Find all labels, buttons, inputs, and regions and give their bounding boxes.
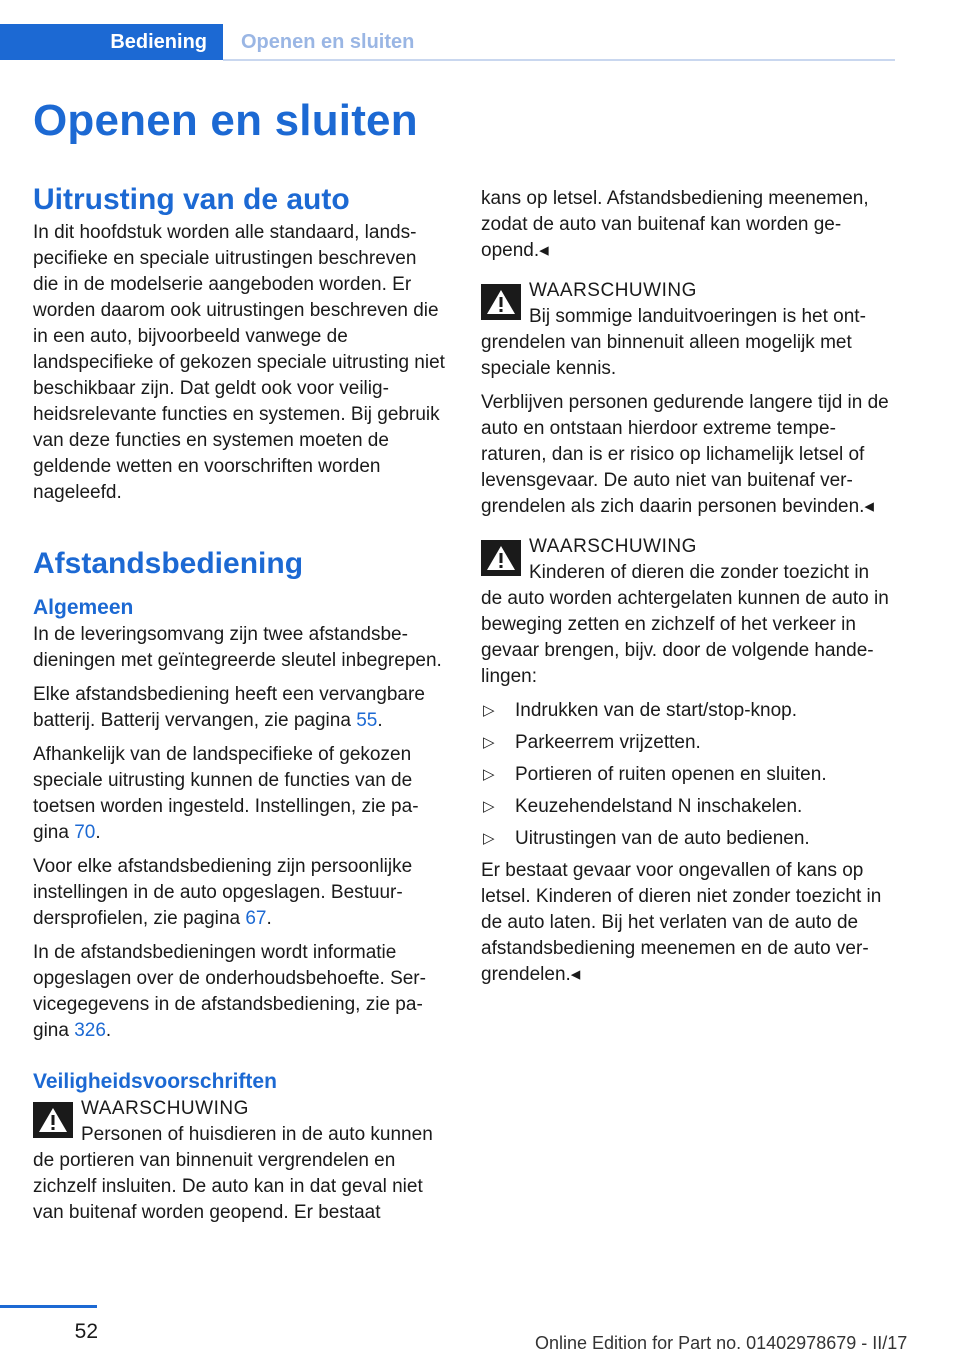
left-column (33, 180, 445, 1226)
paragraph-closing: Er bestaat gevaar voor ongevallen of kans op letsel. Kinderen of dieren niet zonder toezicht in de auto laten. Bij het verlaten van de auto de afstandsbediening meenemen en de auto vergrendelen.◂ (481, 860, 882, 985)
list-item: ▷ Parkeerrem vrijzetten. (481, 730, 894, 756)
warning-text: Personen of huisdieren in de auto kunnen de portieren van binnenuit vergrendelen en zichzelf insluiten. De auto kan in dat geval niet van buitenaf worden geopend. Er bestaat (33, 1124, 433, 1223)
page-title: Openen en sluiten (33, 96, 418, 145)
warning-text: Bij sommige landuitvoeringen is het ontgrendelen van binnenuit alleen mogelijk met speciale kennis. (481, 306, 866, 379)
warning-label: WAARSCHUWING (529, 536, 697, 557)
paragraph-instellingen: Afhankelijk van de landspecifieke of gekozen speciale uitrusting kunnen de functies van de toetsen worden ingesteld. Instellingen, zie pagina 70. (33, 744, 419, 843)
list-item: ▷ Indrukken van de start/stop-knop. (481, 698, 894, 724)
triangle-right-icon: ▷ (483, 830, 495, 847)
paragraph-continued: kans op letsel. Afstandsbediening meenemen, zodat de auto van buitenaf kan worden geopend.◂ (481, 188, 869, 261)
triangle-right-icon: ▷ (483, 734, 495, 751)
footer-rule (0, 1305, 97, 1308)
heading-algemeen: Algemeen (33, 596, 134, 619)
paragraph-onderhoud: In de afstandsbedieningen wordt informatie opgeslagen over de onderhoudsbehoefte. Servicegegevens in de afstandsbediening, zie pagina 326. (33, 942, 426, 1041)
heading-uitrusting: Uitrusting van de auto (33, 183, 350, 216)
list-item: ▷ Keuzehendelstand N inschakelen. (481, 794, 894, 820)
warning-label: WAARSCHUWING (529, 280, 697, 301)
tab-openen-en-sluiten[interactable]: Openen en sluiten (241, 30, 415, 53)
tab-bediening[interactable]: Bediening (0, 24, 223, 60)
list-item: ▷ Portieren of ruiten openen en sluiten. (481, 762, 894, 788)
bullet-list (481, 698, 894, 852)
page-link-55[interactable]: 55 (356, 710, 378, 731)
list-item: ▷ Uitrustingen van de auto bedienen. (481, 826, 894, 852)
paragraph-leveringsomvang: In de leveringsomvang zijn twee afstandsbedieningen met geïntegreerde sleutel inbegrepen. (33, 624, 442, 671)
triangle-right-icon: ▷ (483, 702, 495, 719)
warning-text: Kinderen of dieren die zonder toezicht in de auto worden achtergelaten kunnen de auto in beweging zetten en zichzelf of het verkeer in gevaar brengen, bijv. door de volgende handelingen: (481, 562, 889, 687)
edition-note: Online Edition for Part no. 01402978679 - II/17 (535, 1333, 908, 1353)
warning-block-3 (481, 534, 894, 690)
paragraph-temperaturen: Verblijven personen gedurende langere tijd in de auto en ontstaan hierdoor extreme temperaturen, dan is er risico op lichamelijk letsel of levensgevaar. De auto niet van buitenaf vergrendelen als zich daarin personen bevinden.◂ (481, 392, 889, 517)
triangle-right-icon: ▷ (483, 766, 495, 783)
warning-triangle-icon (481, 540, 521, 576)
warning-block-1 (33, 1096, 445, 1226)
heading-afstandsbediening: Afstandsbediening (33, 547, 304, 580)
page-link-70[interactable]: 70 (74, 822, 96, 843)
warning-triangle-icon (33, 1102, 73, 1138)
paragraph-uitrusting: In dit hoofdstuk worden alle standaard, landspecifieke en speciale uitrustingen beschreven die in de modelserie aangeboden worden. Er worden daarom ook uitrustingen beschreven die in een auto, bijvoorbeeld vanwege de landspecifieke of gekozen speciale uitrusting niet beschikbaar zijn. Dat geldt ook voor veiligheidsrelevante functies en systemen. Bij gebruik van deze functies en systemen moeten de geldende wetten en voorschriften worden nageleefd. (33, 222, 445, 503)
page-link-326[interactable]: 326 (74, 1020, 106, 1041)
tab-divider (223, 59, 895, 61)
warning-label: WAARSCHUWING (81, 1098, 249, 1119)
page-link-67[interactable]: 67 (245, 908, 267, 929)
right-column (481, 186, 894, 988)
warning-block-2 (481, 278, 894, 382)
triangle-right-icon: ▷ (483, 798, 495, 815)
header-tabs (0, 24, 895, 62)
heading-veiligheidsvoorschriften: Veiligheidsvoorschriften (33, 1070, 277, 1093)
paragraph-profielen: Voor elke afstandsbediening zijn persoonlijke instellingen in de auto opgeslagen. Bestuurdersprofielen, zie pagina 67. (33, 856, 413, 929)
warning-triangle-icon (481, 284, 521, 320)
paragraph-batterij: Elke afstandsbediening heeft een vervangbare batterij. Batterij vervangen, zie pagina 55. (33, 684, 425, 731)
page-number: 52 (74, 1320, 98, 1343)
